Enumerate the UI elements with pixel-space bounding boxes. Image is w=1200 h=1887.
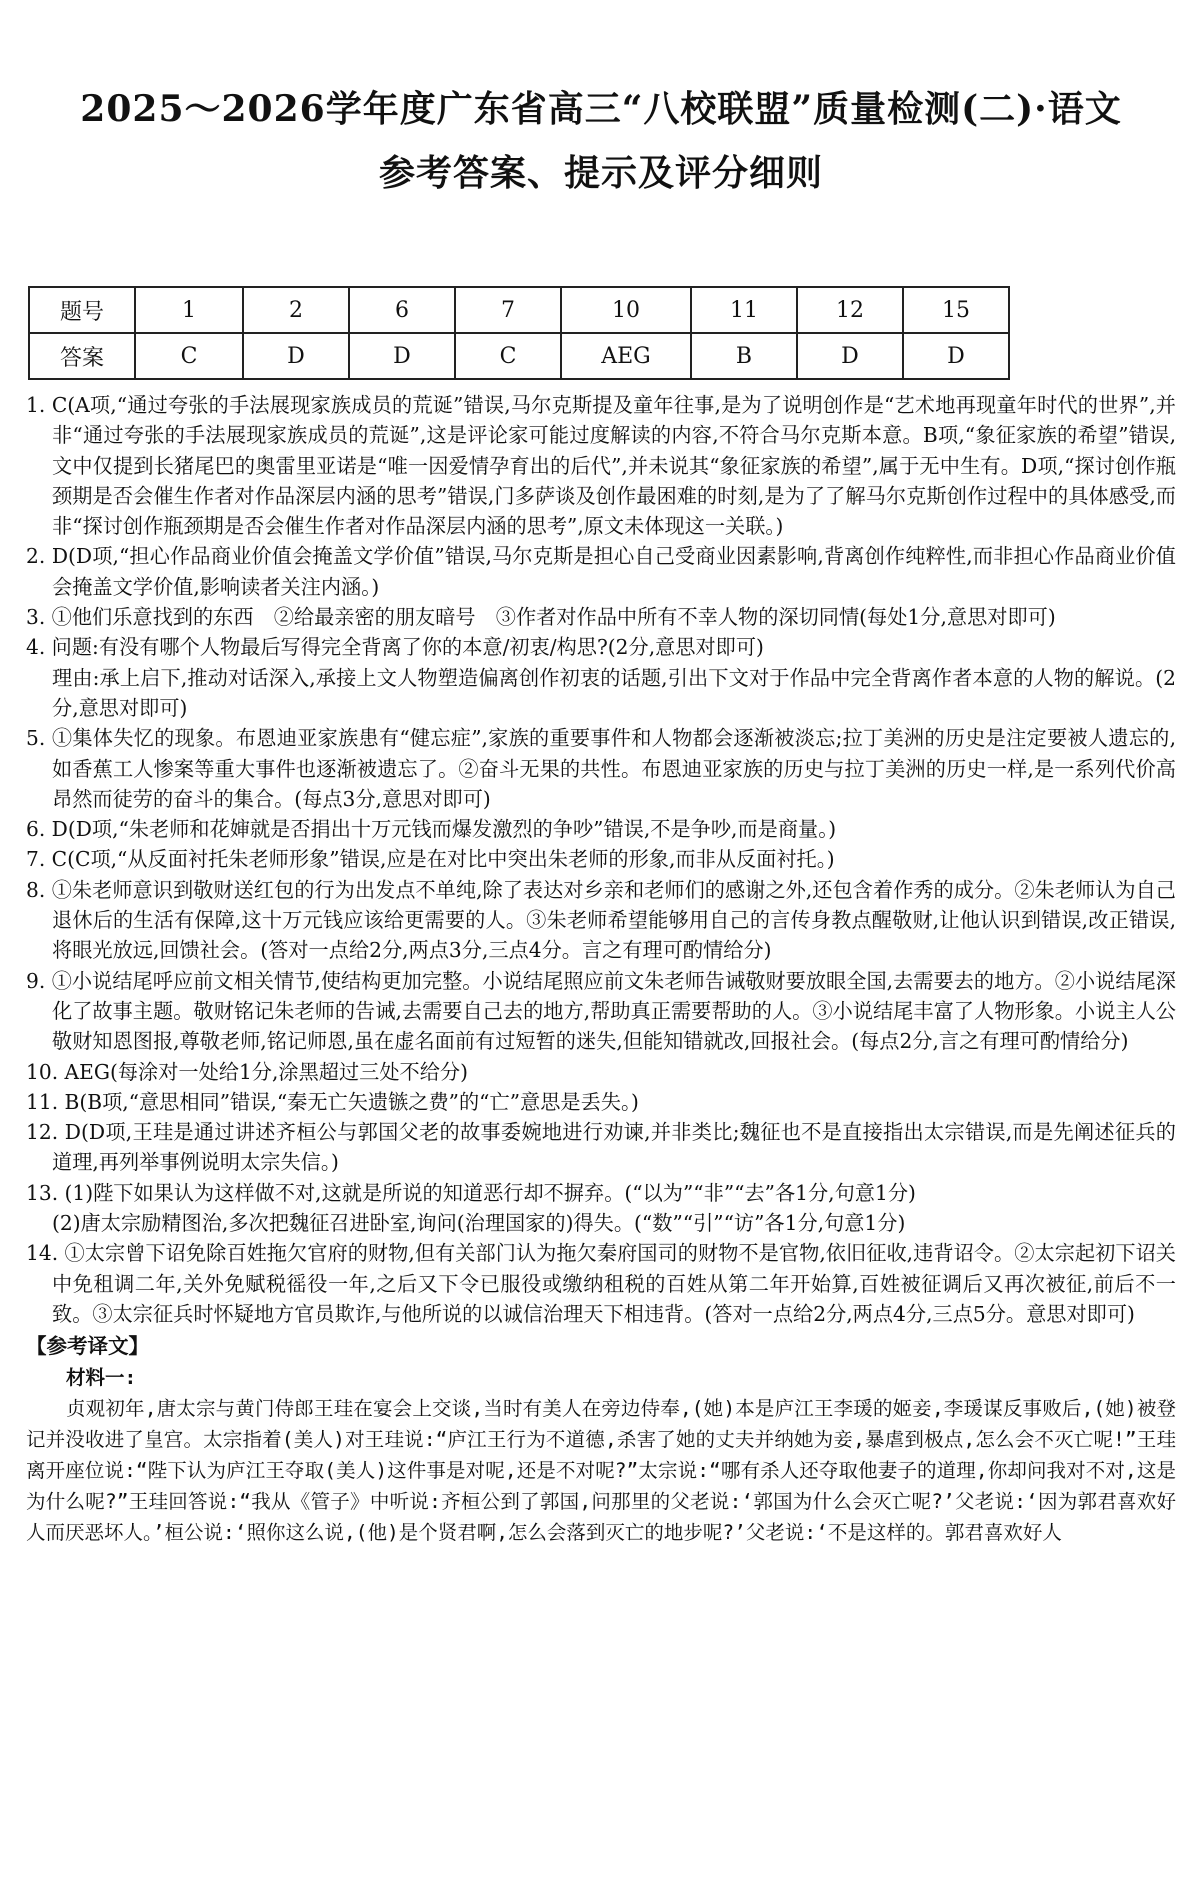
answer-item-11: 11. B(B项,“意思相同”错误,“秦无亡矢遗镞之费”的“亡”意思是丢失。) — [26, 1089, 639, 1114]
answer-item-4-reason: 理由:承上启下,推动对话深入,承接上文人物塑造偏离创作初衷的话题,引出下文对于作品中完全背离作者本意的人物的解说。(2分,意思对即可) — [52, 665, 1176, 720]
answer-cell: B — [691, 333, 797, 379]
question-cell: 15 — [903, 287, 1009, 333]
answer-cell: D — [349, 333, 455, 379]
answer-row — [29, 333, 1009, 379]
question-cell: 1 — [135, 287, 243, 333]
answer-item-10: 10. AEG(每涂对一处给1分,涂黑超过三处不给分) — [26, 1059, 468, 1084]
answer-cell: AEG — [561, 333, 691, 379]
answer-item-6: 6. D(D项,“朱老师和花婶就是否捐出十万元钱而爆发激烈的争吵”错误,不是争吵,而是商量。) — [26, 817, 837, 842]
row-label-question: 题号 — [29, 287, 135, 333]
question-cell: 2 — [243, 287, 349, 333]
answer-item-8: 8. ①朱老师意识到敬财送红包的行为出发点不单纯,除了表达对乡亲和老师们的感谢之外,还包含着作秀的成分。②朱老师认为自己退休后的生活有保障,这十万元钱应该给更需要的人。③朱老师希望能够用自己的言传身教点醒敬财,让他认识到错误,改正错误,将眼光放远,回馈社会。(答对一点给2分,两点3分,三点4分。言之有理可酌情给分) — [26, 877, 1176, 963]
question-cell: 11 — [691, 287, 797, 333]
row-label-answer: 答案 — [29, 333, 135, 379]
reference-translation — [26, 1362, 1176, 1548]
answer-cell: C — [455, 333, 561, 379]
reference-translation-heading: 【参考译文】 — [26, 1334, 149, 1359]
answer-cell: C — [135, 333, 243, 379]
answer-item-3: 3. ①他们乐意找到的东西 ②给最亲密的朋友暗号 ③作者对作品中所有不幸人物的深切同情(每处1分,意思对即可) — [26, 605, 1056, 630]
answer-item-13: 13. (1)陛下如果认为这样做不对,这就是所说的知道恶行却不摒弃。(“以为”“非”“去”各1分,句意1分) — [26, 1180, 916, 1205]
answer-item-13-part2: (2)唐太宗励精图治,多次把魏征召进卧室,询问(治理国家的)得失。(“数”“引”“访”各1分,句意1分) — [52, 1211, 906, 1236]
answer-item-7: 7. C(C项,“从反面衬托朱老师形象”错误,应是在对比中突出朱老师的形象,而非从反面衬托。) — [26, 847, 835, 872]
answer-item-2: 2. D(D项,“担心作品商业价值会掩盖文学价值”错误,马尔克斯是担心自己受商业因素影响,背离创作纯粹性,而非担心作品商业价值会掩盖文学价值,影响读者关注内涵。) — [26, 544, 1176, 599]
question-cell: 12 — [797, 287, 903, 333]
question-cell: 7 — [455, 287, 561, 333]
answer-item-14: 14. ①太宗曾下诏免除百姓拖欠官府的财物,但有关部门认为拖欠秦府国司的财物不是官物,依旧征收,违背诏令。②太宗起初下诏关中免租调二年,关外免赋税徭役一年,之后又下令已服役或缴纳租税的百姓从第二年开始算,百姓被征调后又再次被征,前后不一致。③太宗征兵时怀疑地方官员欺诈,与他所说的以诚信治理天下相违背。(答对一点给2分,两点4分,三点5分。意思对即可) — [26, 1241, 1176, 1326]
answer-cell: D — [797, 333, 903, 379]
document-subtitle: 参考答案、提示及评分细则 — [378, 152, 823, 194]
answer-item-4: 4. 问题:有没有哪个人物最后写得完全背离了你的本意/初衷/构思?(2分,意思对即可) — [26, 635, 764, 660]
question-cell: 10 — [561, 287, 691, 333]
material-label: 材料一: — [66, 1366, 137, 1390]
answer-item-12: 12. D(D项,王珪是通过讲述齐桓公与郭国父老的故事委婉地进行劝谏,并非类比;魏征也不是直接指出太宗错误,而是先阐述征兵的道理,再列举事例说明太宗失信。) — [26, 1120, 1176, 1175]
document-title: 2025～2026学年度广东省高三“八校联盟”质量检测(二)·语文 — [80, 88, 1122, 130]
question-cell: 6 — [349, 287, 455, 333]
answer-item-9: 9. ①小说结尾呼应前文相关情节,使结构更加完整。小说结尾照应前文朱老师告诫敬财要放眼全国,去需要去的地方。②小说结尾深化了故事主题。敬财铭记朱老师的告诫,去需要自己去的地方,帮助真正需要帮助的人。③小说结尾丰富了人物形象。小说主人公敬财知恩图报,尊敬老师,铭记师恩,虽在虚名面前有过短暂的迷失,但能知错就改,回报社会。(每点2分,言之有理可酌情给分) — [26, 968, 1176, 1054]
answer-explanations — [26, 390, 1176, 1329]
answer-table — [28, 286, 1010, 380]
answer-item-5: 5. ①集体失忆的现象。布恩迪亚家族患有“健忘症”,家族的重要事件和人物都会逐渐被淡忘;拉丁美洲的历史是注定要被人遗忘的,如香蕉工人惨案等重大事件也逐渐被遗忘了。②奋斗无果的共性。布恩迪亚家族的历史与拉丁美洲的历史一样,是一系列代价高昂然而徒劳的奋斗的集合。(每点3分,意思对即可) — [26, 726, 1176, 811]
answer-cell: D — [243, 333, 349, 379]
question-number-row — [29, 287, 1009, 333]
answer-cell: D — [903, 333, 1009, 379]
answer-item-1: 1. C(A项,“通过夸张的手法展现家族成员的荒诞”错误,马尔克斯提及童年往事,是为了说明创作是“艺术地再现童年时代的世界”,并非“通过夸张的手法展现家族成员的荒诞”,这是评论家可能过度解读的内容,不符合马尔克斯本意。B项,“象征家族的希望”错误,文中仅提到长猪尾巴的奥雷里亚诺是“唯一因爱情孕育出的后代”,并未说其“象征家族的希望”,属于无中生有。D项,“探讨创作瓶颈期是否会催生作者对作品深层内涵的思考”错误,门多萨谈及创作最困难的时刻,是为了了解马尔克斯创作过程中的具体感受,而非“探讨创作瓶颈期是否会催生作者对作品深层内涵的思考”,原文未体现这一关联。) — [26, 393, 1176, 539]
translation-paragraph: 贞观初年,唐太宗与黄门侍郎王珪在宴会上交谈,当时有美人在旁边侍奉,(她)本是庐江王李瑗的姬妾,李瑗谋反事败后,(她)被登记并没收进了皇宫。太宗指着(美人)对王珪说:“庐江王行为不道德,杀害了她的丈夫并纳她为妾,暴虐到极点,怎么会不灭亡呢!”王珪离开座位说:“陛下认为庐江王夺取(美人)这件事是对呢,还是不对呢?”太宗说:“哪有杀人还夺取他妻子的道理,你却问我对不对,这是为什么呢?”王珪回答说:“我从《管子》中听说:齐桓公到了郭国,问那里的父老说:‘郭国为什么会灭亡呢?’父老说:‘因为郭君喜欢好人而厌恶坏人。’桓公说:‘照你这么说,(他)是个贤君啊,怎么会落到灭亡的地步呢?’父老说:‘不是这样的。郭君喜欢好人 — [26, 1397, 1177, 1545]
